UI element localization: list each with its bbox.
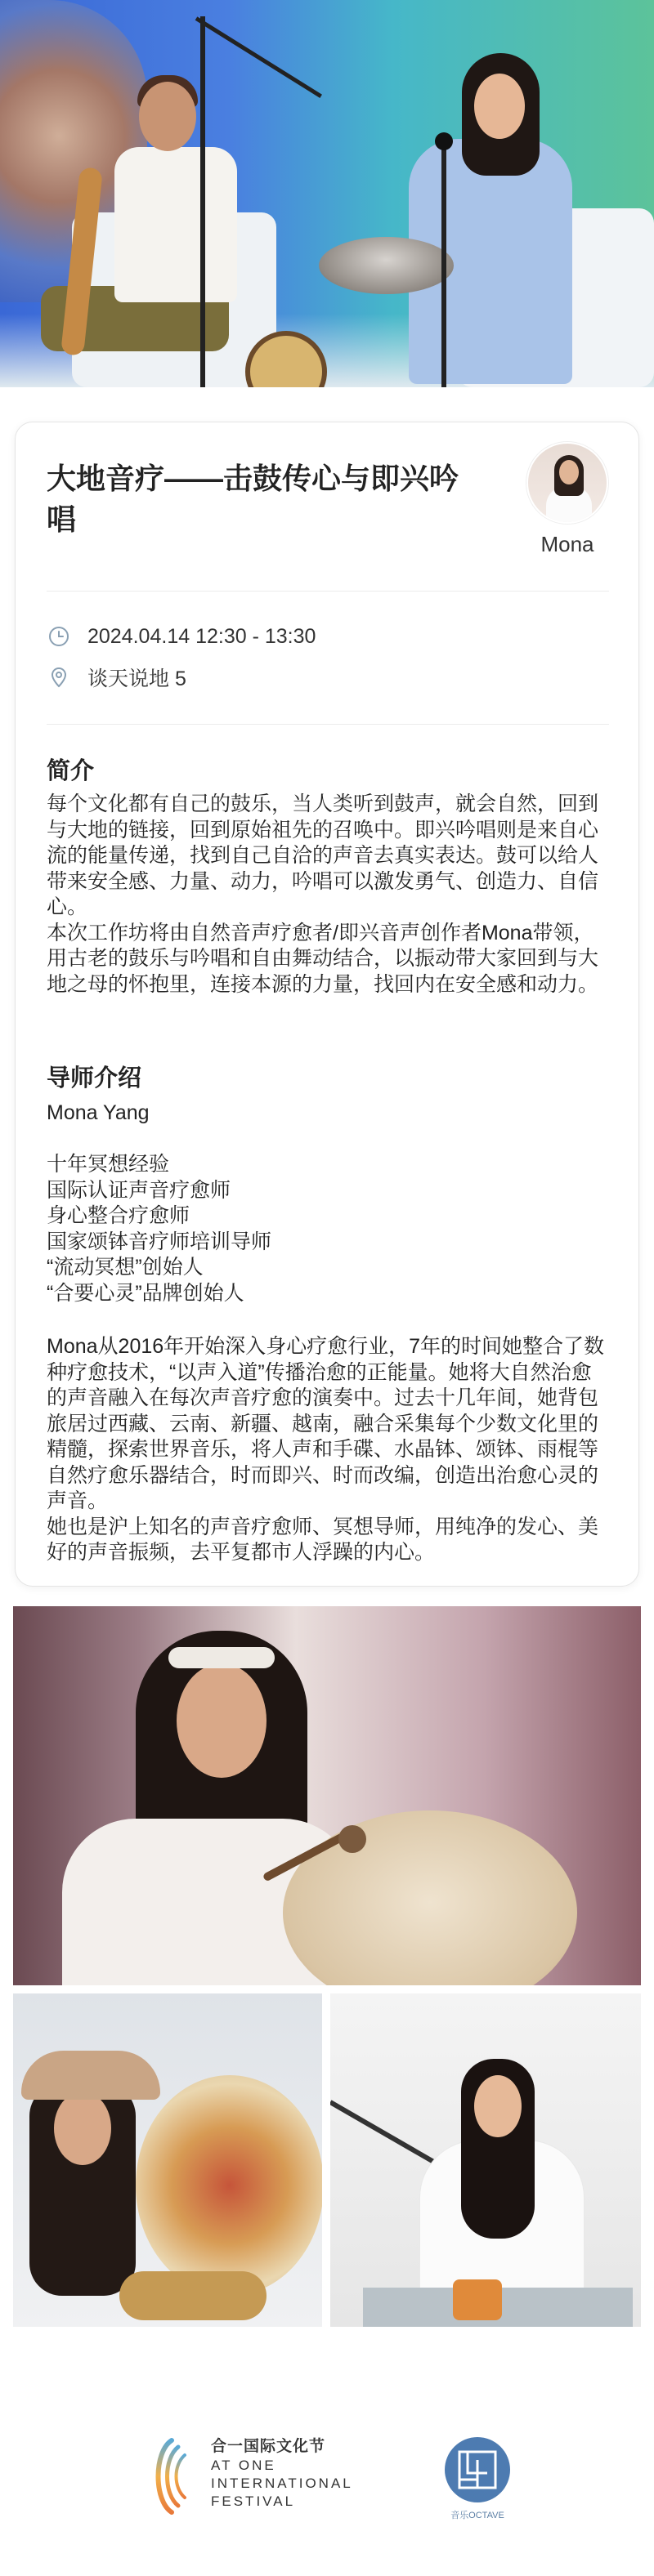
festival-name-en-2: INTERNATIONAL [211,2476,353,2491]
festival-logo-text [211,2437,353,2511]
host-avatar[interactable] [526,442,608,524]
octave-logo-icon [441,2433,513,2507]
mentor-credentials: 十年冥想经验 国际认证声音疗愈师 身心整合疗愈师 国家颂钵音疗师培训导师 “流动冥想”创始人 “合要心灵”品牌创始人 [47,1153,272,1305]
event-location: 谈天说地 5 [87,667,186,690]
event-datetime-row [47,623,316,650]
event-datetime: 2024.04.14 12:30 - 13:30 [87,624,316,648]
photo-painted-drum[interactable] [13,1993,322,2327]
event-card [15,422,639,1587]
mentor-bio: Mona从2016年开始深入身心疗愈行业，7年的时间她整合了数种疗愈技术，“以声入道”传播治愈的正能量。她将大自然治愈的声音融入在每次声音疗愈的演奏中。过去十几年间，她背包旅居过西藏、云南、新疆、越南，融合采集每个少数文化里的精髓，探索世界音乐，将人声和手碟、水晶钵、颂钵、雨棍等自然疗愈乐器结合，时而即兴、时而改编，创造出治愈心灵的声音。 她也是沪上知名的声音疗愈师、冥想导师，用纯净的发心、美好的声音振频，去平复都市人浮躁的内心。 [47,1335,605,1564]
location-pin-icon [47,665,71,690]
intro-heading: 简介 [47,758,95,784]
octave-logo-label: 音乐OCTAVE [450,2511,504,2520]
photo-singing-bowls[interactable] [330,1993,641,2327]
festival-name-en-3: FESTIVAL [211,2493,296,2509]
event-title: 大地音疗——击鼓传心与即兴吟唱 [47,462,459,536]
host-name[interactable]: Mona [540,532,594,556]
divider [47,591,609,592]
festival-logo-icon [139,2433,204,2519]
mentor-name: Mona Yang [47,1101,150,1124]
hero-photo [0,0,654,387]
mentor-heading: 导师介绍 [47,1065,142,1092]
clock-icon [47,624,71,649]
intro-body: 每个文化都有自己的鼓乐，当人类听到鼓声，就会自然，回到与大地的链接，回到原始祖先的召唤中。即兴吟唱则是来自心流的能量传递，找到自己自洽的声音去真实表达。鼓可以给人带来安全感、力量、动力，吟唱可以激发勇气、创造力、自信心。 本次工作坊将由自然音声疗愈者/即兴音声创作者Mona带领，用古老的鼓乐与吟唱和自由舞动结合，以振动带大家回到与大地之母的怀抱里，连接本源的力量，找回内在安全感和动力。 [47,792,599,996]
festival-name-cn: 合一国际文化节 [211,2438,326,2455]
divider [47,724,609,725]
photo-drum-playing[interactable] [13,1606,641,1985]
festival-name-en-1: AT ONE [211,2458,276,2473]
event-location-row[interactable] [47,663,186,691]
